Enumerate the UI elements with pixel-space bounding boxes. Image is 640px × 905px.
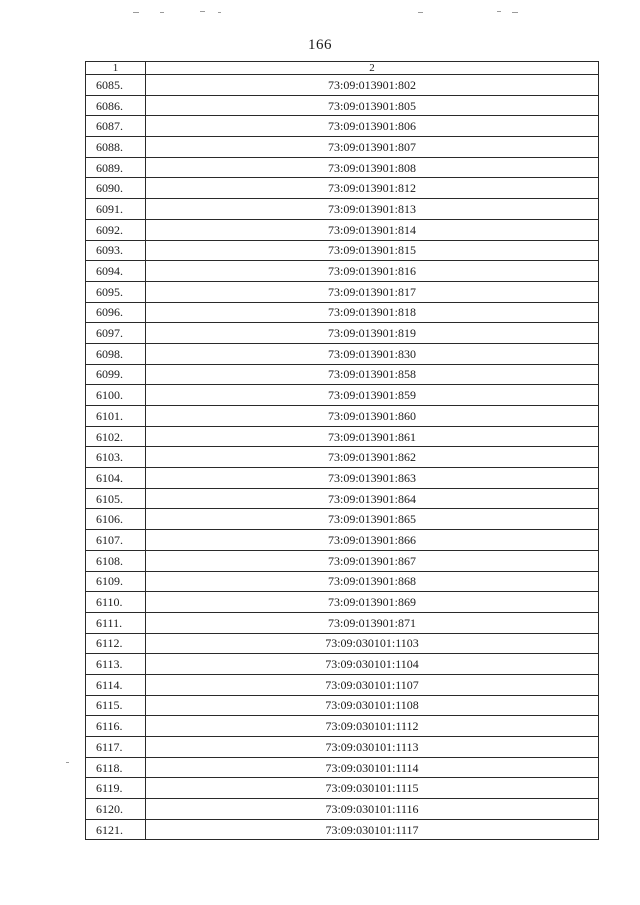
- cadastral-number: 73:09:013901:860: [146, 406, 599, 427]
- table-row: [86, 137, 599, 158]
- cadastral-number: 73:09:013901:816: [146, 261, 599, 282]
- cadastral-number: 73:09:030101:1115: [146, 778, 599, 799]
- scan-artifact: [200, 11, 205, 12]
- table-row: [86, 447, 599, 468]
- table-row: [86, 157, 599, 178]
- table-row: [86, 281, 599, 302]
- column-header-number: 1: [86, 62, 146, 75]
- cadastral-number: 73:09:013901:806: [146, 116, 599, 137]
- page-number: 166: [308, 37, 332, 53]
- table-row: [86, 716, 599, 737]
- row-number: 6089.: [86, 157, 146, 178]
- table-row: [86, 199, 599, 220]
- table-row: [86, 426, 599, 447]
- cadastral-number: 73:09:013901:802: [146, 75, 599, 96]
- cadastral-number: 73:09:013901:864: [146, 488, 599, 509]
- row-number: 6121.: [86, 819, 146, 840]
- row-number: 6097.: [86, 323, 146, 344]
- scan-artifact: [133, 12, 139, 13]
- table-row: [86, 509, 599, 530]
- table-row: [86, 261, 599, 282]
- row-number: 6109.: [86, 571, 146, 592]
- cadastral-number: 73:09:013901:818: [146, 302, 599, 323]
- row-number: 6085.: [86, 75, 146, 96]
- row-number: 6088.: [86, 137, 146, 158]
- table-row: [86, 757, 599, 778]
- cadastral-number: 73:09:030101:1104: [146, 654, 599, 675]
- cadastral-number: 73:09:013901:808: [146, 157, 599, 178]
- table-row: [86, 737, 599, 758]
- cadastral-number: 73:09:030101:1103: [146, 633, 599, 654]
- cadastral-number: 73:09:030101:1116: [146, 799, 599, 820]
- table-row: [86, 799, 599, 820]
- table-row: [86, 819, 599, 840]
- cadastral-number: 73:09:013901:869: [146, 592, 599, 613]
- cadastral-number: 73:09:013901:819: [146, 323, 599, 344]
- row-number: 6103.: [86, 447, 146, 468]
- row-number: 6100.: [86, 385, 146, 406]
- row-number: 6112.: [86, 633, 146, 654]
- table-row: [86, 592, 599, 613]
- cadastral-number: 73:09:030101:1114: [146, 757, 599, 778]
- row-number: 6101.: [86, 406, 146, 427]
- row-number: 6105.: [86, 488, 146, 509]
- scan-artifact: [497, 11, 501, 12]
- row-number: 6115.: [86, 695, 146, 716]
- cadastral-number: 73:09:013901:813: [146, 199, 599, 220]
- row-number: 6098.: [86, 343, 146, 364]
- row-number: 6099.: [86, 364, 146, 385]
- row-number: 6113.: [86, 654, 146, 675]
- table-row: [86, 571, 599, 592]
- cadastral-number: 73:09:013901:858: [146, 364, 599, 385]
- row-number: 6118.: [86, 757, 146, 778]
- scan-artifact: [218, 12, 221, 13]
- row-number: 6102.: [86, 426, 146, 447]
- cadastral-number: 73:09:013901:861: [146, 426, 599, 447]
- table-row: [86, 674, 599, 695]
- table-row: [86, 95, 599, 116]
- cadastral-number-table: [85, 61, 599, 840]
- cadastral-number: 73:09:013901:807: [146, 137, 599, 158]
- row-number: 6087.: [86, 116, 146, 137]
- row-number: 6117.: [86, 737, 146, 758]
- row-number: 6108.: [86, 550, 146, 571]
- row-number: 6111.: [86, 612, 146, 633]
- cadastral-number: 73:09:030101:1112: [146, 716, 599, 737]
- row-number: 6107.: [86, 530, 146, 551]
- cadastral-number: 73:09:013901:805: [146, 95, 599, 116]
- row-number: 6104.: [86, 468, 146, 489]
- cadastral-number: 73:09:013901:867: [146, 550, 599, 571]
- cadastral-number: 73:09:013901:817: [146, 281, 599, 302]
- table-row: [86, 364, 599, 385]
- cadastral-number: 73:09:013901:863: [146, 468, 599, 489]
- scan-artifact: [512, 12, 518, 13]
- scan-artifact: [66, 762, 69, 763]
- row-number: 6116.: [86, 716, 146, 737]
- cadastral-number: 73:09:030101:1107: [146, 674, 599, 695]
- cadastral-number: 73:09:013901:859: [146, 385, 599, 406]
- table-row: [86, 530, 599, 551]
- table-row: [86, 116, 599, 137]
- table-row: [86, 633, 599, 654]
- cadastral-number: 73:09:030101:1117: [146, 819, 599, 840]
- table-row: [86, 385, 599, 406]
- column-header-code: 2: [146, 62, 599, 75]
- table-row: [86, 695, 599, 716]
- row-number: 6093.: [86, 240, 146, 261]
- cadastral-number: 73:09:013901:815: [146, 240, 599, 261]
- table-row: [86, 550, 599, 571]
- table-row: [86, 778, 599, 799]
- cadastral-number: 73:09:013901:871: [146, 612, 599, 633]
- table-row: [86, 612, 599, 633]
- table-row: [86, 302, 599, 323]
- table-row: [86, 75, 599, 96]
- table-row: [86, 406, 599, 427]
- table-row: [86, 178, 599, 199]
- row-number: 6094.: [86, 261, 146, 282]
- row-number: 6120.: [86, 799, 146, 820]
- cadastral-number: 73:09:013901:868: [146, 571, 599, 592]
- cadastral-number: 73:09:013901:862: [146, 447, 599, 468]
- row-number: 6091.: [86, 199, 146, 220]
- table-body: [86, 75, 599, 840]
- table-row: [86, 654, 599, 675]
- row-number: 6090.: [86, 178, 146, 199]
- scan-artifact: [160, 12, 164, 13]
- cadastral-number: 73:09:030101:1108: [146, 695, 599, 716]
- cadastral-number: 73:09:013901:830: [146, 343, 599, 364]
- row-number: 6096.: [86, 302, 146, 323]
- row-number: 6095.: [86, 281, 146, 302]
- table-row: [86, 488, 599, 509]
- cadastral-number: 73:09:013901:812: [146, 178, 599, 199]
- table-row: [86, 468, 599, 489]
- row-number: 6092.: [86, 219, 146, 240]
- row-number: 6114.: [86, 674, 146, 695]
- row-number: 6110.: [86, 592, 146, 613]
- table-row: [86, 219, 599, 240]
- table-row: [86, 323, 599, 344]
- cadastral-number: 73:09:013901:866: [146, 530, 599, 551]
- cadastral-number: 73:09:013901:865: [146, 509, 599, 530]
- row-number: 6106.: [86, 509, 146, 530]
- row-number: 6119.: [86, 778, 146, 799]
- table-row: [86, 343, 599, 364]
- table-row: [86, 240, 599, 261]
- scan-artifact: [418, 12, 423, 13]
- row-number: 6086.: [86, 95, 146, 116]
- cadastral-number: 73:09:013901:814: [146, 219, 599, 240]
- cadastral-number: 73:09:030101:1113: [146, 737, 599, 758]
- table-header-row: [86, 62, 599, 75]
